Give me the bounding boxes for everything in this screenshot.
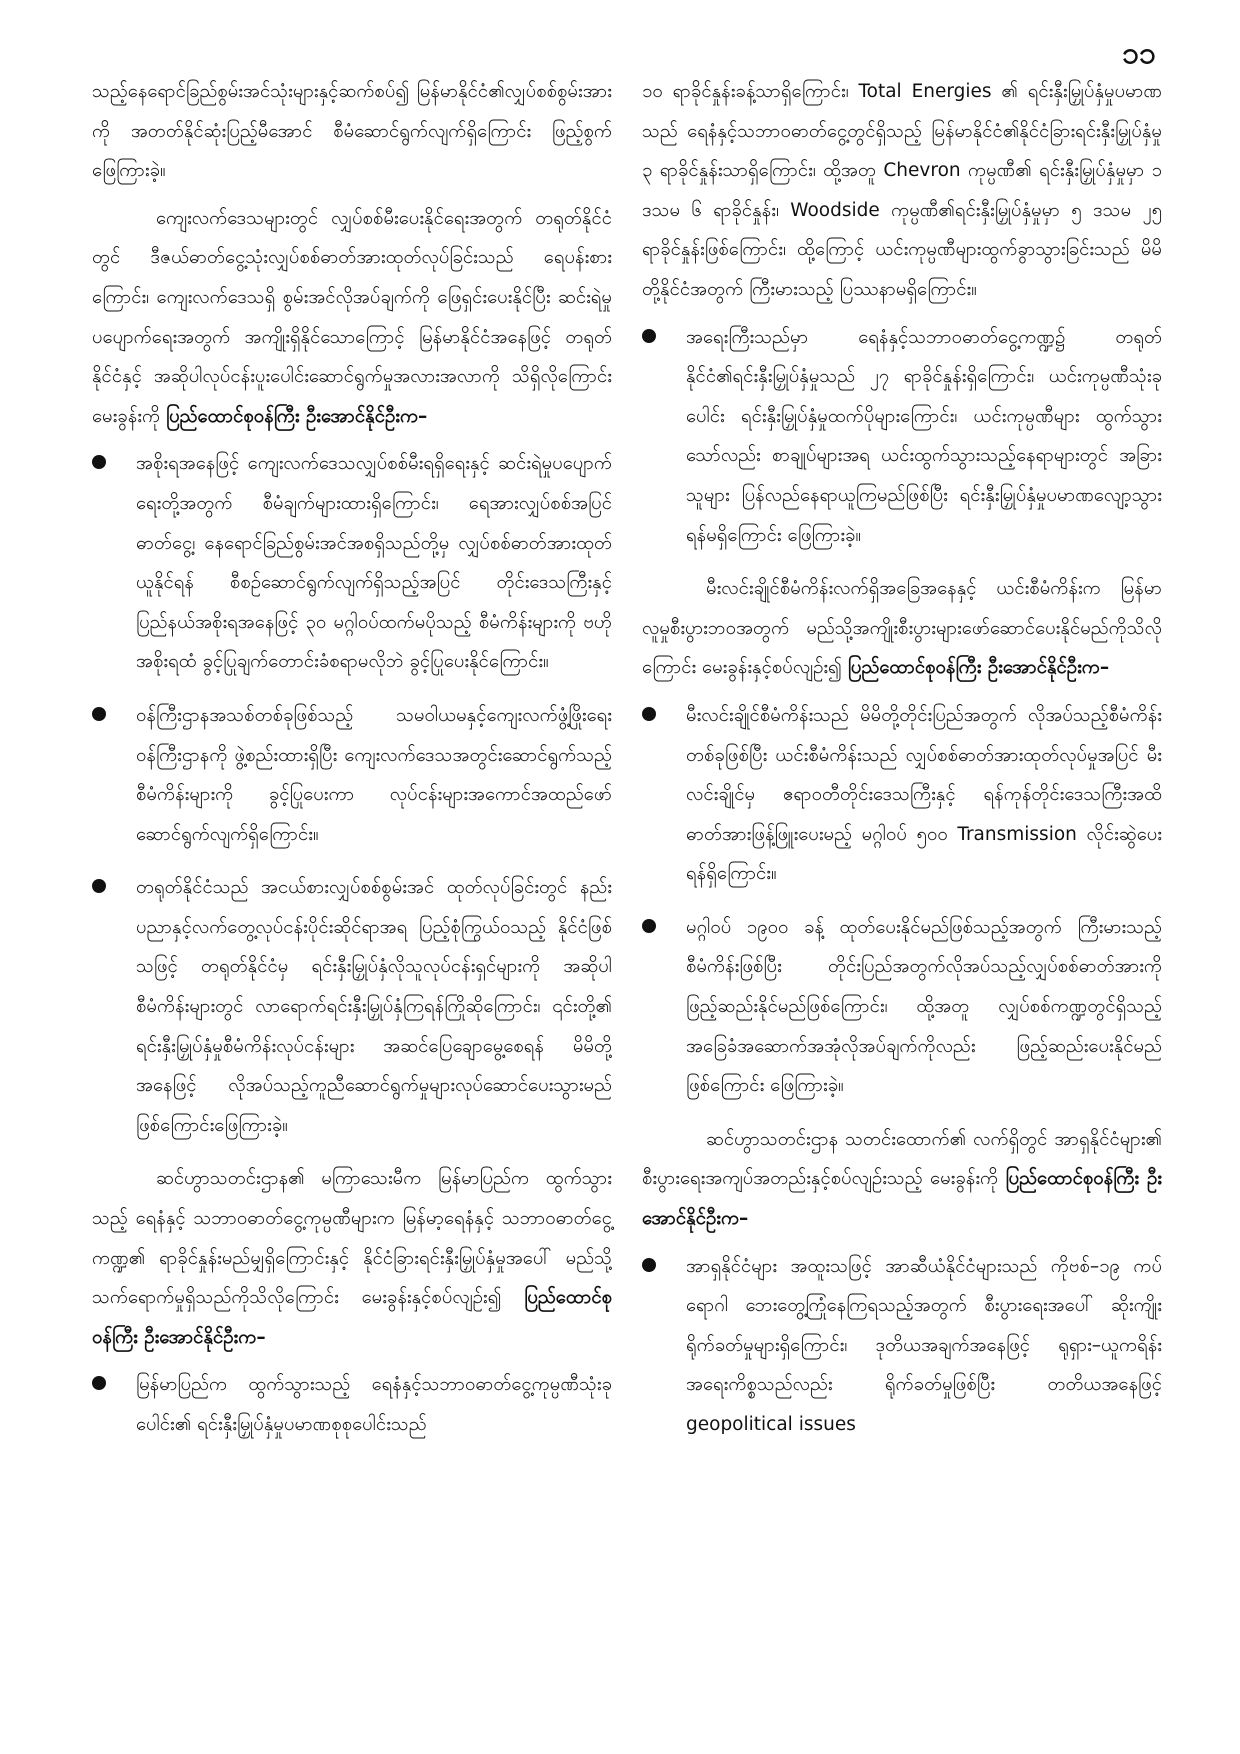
right-column xyxy=(642,72,1162,1459)
list-item-text: အာရှနိုင်ငံများ အထူးသဖြင့် အာဆီယံနိုင်ငံများသည် ကိုဗစ်–၁၉ ကပ်ရောဂါ ဘေးတွေ့ကြုံနေကြရသည့်အတွက် စီးပွားရေးအပေါ် ဆိုးကျိုးရိုက်ခတ်မှုများရှိကြောင်း၊ ဒုတိယအချက်အနေဖြင့် ရုရှား–ယူကရိန်း အရေးကိစ္စသည်လည်း ရိုက်ခတ်မှုဖြစ်ပြီး တတိယအနေဖြင့် geopolitical issues xyxy=(686,1255,1162,1435)
speaker-label: ပြည်ထောင်စုဝန်ကြီး ဦးအောင်နိုင်ဦးက– xyxy=(92,1287,612,1348)
bullet-icon xyxy=(92,455,106,469)
list-item xyxy=(642,696,1162,894)
bullet-list xyxy=(92,444,612,1145)
list-item xyxy=(642,318,1162,556)
bullet-icon xyxy=(642,1258,656,1272)
paragraph: သည့်နေရောင်ခြည်စွမ်းအင်သုံးများနှင့်ဆက်စပ်၍ မြန်မာနိုင်ငံ၏လျှပ်စစ်စွမ်းအားကို အတတ်နိုင်ဆုံးပြည့်မီအောင် စီမံဆောင်ရွက်လျက်ရှိကြောင်း ဖြည့်စွက်ဖြေကြားခဲ့။ xyxy=(92,81,612,182)
list-item-text: မီးလင်းချိုင်စီမံကိန်းသည် မိမိတို့တိုင်းပြည်အတွက် လိုအပ်သည့်စီမံကိန်းတစ်ခုဖြစ်ပြီး ယင်းစီမံကိန်းသည် လျှပ်စစ်ဓာတ်အားထုတ်လုပ်မှုအပြင် မီးလင်းချိုင်မှ ဧရာဝတီတိုင်းဒေသကြီးနှင့် ရန်ကုန်တိုင်းဒေသကြီးအထိ ဓာတ်အားဖြန့်ဖြူးပေးမည့် မဂ္ဂါဝပ် ၅၀၀ Transmission လိုင်းဆွဲပေးရန်ရှိကြောင်း။ xyxy=(686,704,1162,885)
list-item-text: မြန်မာပြည်က ထွက်သွားသည့် ရေနံနှင့်သဘာဝဓာတ်ငွေ့ကုမ္ပဏီသုံးခုပေါင်း၏ ရင်းနှီးမြှုပ်နှံမှုပမာဏစုစုပေါင်းသည် xyxy=(136,1374,612,1435)
paragraph-text: ကျေးလက်ဒေသများတွင် လျှပ်စစ်မီးပေးနိုင်ရေးအတွက် တရုတ်နိုင်ငံတွင် ဒီဇယ်ဓာတ်ငွေ့သုံးလျှပ်စစ်ဓာတ်အားထုတ်လုပ်ခြင်းသည် ရေပန်းစားကြောင်း၊ ကျေးလက်ဒေသရှိ စွမ်းအင်လိုအပ်ချက်ကို ဖြေရှင်းပေးနိုင်ပြီး ဆင်းရဲမှုပပျောက်ရေးအတွက် အကျိုးရှိနိုင်သောကြောင့် မြန်မာနိုင်ငံအနေဖြင့် တရုတ်နိုင်ငံနှင့် အဆိုပါလုပ်ငန်းပူးပေါင်းဆောင်ရွက်မှုအလားအလာကို သိရှိလိုကြောင်းမေးခွန်းကို xyxy=(92,207,612,427)
speaker-label: ပြည်ထောင်စုဝန်ကြီး ဦးအောင်နိုင်ဦးက– xyxy=(642,1168,1162,1230)
paragraph xyxy=(642,1120,1162,1239)
bullet-list xyxy=(92,1365,612,1444)
bullet-icon xyxy=(642,919,656,933)
list-item-text: အရေးကြီးသည်မှာ ရေနံနှင့်သဘာဝဓာတ်ငွေ့ကဏ္ဍ၌ တရုတ်နိုင်ငံ၏ရင်းနှီးမြှုပ်နှံမှုသည် ၂၇ ရာခိုင်နှုန်းရှိကြောင်း၊ ယင်းကုမ္ပဏီသုံးခုပေါင်း ရင်းနှီးမြှုပ်နှံမှုထက်ပိုများကြောင်း၊ ယင်းကုမ္ပဏီများ ထွက်သွားသော်လည်း စာချုပ်များအရ ယင်းထွက်သွားသည့်နေရာများတွင် အခြားသူများ ပြန်လည်နေရာယူကြမည်ဖြစ်ပြီး ရင်းနှီးမြှုပ်နှံမှုပမာဏလျော့သွားရန်မရှိကြောင်း ဖြေကြားခဲ့။ xyxy=(686,326,1162,546)
paragraph-text: မီးလင်းချိုင်စီမံကိန်းလက်ရှိအခြေအနေနှင့် ယင်းစီမံကိန်းက မြန်မာလူမှုစီးပွားဘဝအတွက် မည်သို့အကျိုးစီးပွားများဖော်ဆောင်ပေးနိုင်မည်ကိုသိလိုကြောင်း မေးခွန်းနှင့်စပ်လျဉ်း၍ xyxy=(642,578,1162,679)
bullet-list xyxy=(642,1247,1162,1445)
paragraph xyxy=(642,569,1162,688)
page-number: ၁၁ xyxy=(1122,36,1156,71)
speaker-label: ပြည်ထောင်စုဝန်ကြီး ဦးအောင်နိုင်ဦးက– xyxy=(847,657,1110,679)
bullet-list xyxy=(642,318,1162,556)
paragraph: ၁၀ ရာခိုင်နှုန်းခန့်သာရှိကြောင်း၊ Total Energies ၏ ရင်းနှီးမြှုပ်နှံမှုပမာဏသည် ရေနံနှင့်သဘာဝဓာတ်ငွေ့တွင်ရှိသည့် မြန်မာနိုင်ငံ၏နိုင်ငံခြားရင်းနှီးမြှုပ်နှံမှု ၃ ရာခိုင်နှုန်းသာရှိကြောင်း၊ ထို့အတူ Chevron ကုမ္ပဏီ၏ ရင်းနှီးမြှုပ်နှံမှုမှာ ၁ ဒသမ ၆ ရာခိုင်နှုန်း၊ Woodside ကုမ္ပဏီ၏ရင်းနှီးမြှုပ်နှံမှုမှာ ၅ ဒသမ ၂၅ ရာခိုင်နှုန်းဖြစ်ကြောင်း၊ ထို့ကြောင့် ယင်းကုမ္ပဏီများထွက်ခွာသွားခြင်းသည် မိမိတို့နိုင်ငံအတွက် ကြီးမားသည့် ပြဿနာမရှိကြောင်း။ xyxy=(642,81,1162,300)
list-item-text: တရုတ်နိုင်ငံသည် အငယ်စားလျှပ်စစ်စွမ်းအင် ထုတ်လုပ်ခြင်းတွင် နည်းပညာနှင့်လက်တွေ့လုပ်ငန်းပိုင်းဆိုင်ရာအရ ပြည့်စုံကြွယ်ဝသည့် နိုင်ငံဖြစ်သဖြင့် တရုတ်နိုင်ငံမှ ရင်းနှီးမြှုပ်နှံလိုသူလုပ်ငန်းရှင်များကို အဆိုပါစီမံကိန်းများတွင် လာရောက်ရင်းနှီးမြှုပ်နှံကြရန်ကြိုဆိုကြောင်း၊ ၎င်းတို့၏ ရင်းနှီးမြှုပ်နှံမှုစီမံကိန်းလုပ်ငန်းများ အဆင်ပြေချောမွေ့စေရန် မိမိတို့အနေဖြင့် လိုအပ်သည့်ကူညီဆောင်ရွက်မှုများလုပ်ဆောင်ပေးသွားမည်ဖြစ်ကြောင်းဖြေကြားခဲ့။ xyxy=(136,877,612,1136)
list-item-text: အစိုးရအနေဖြင့် ကျေးလက်ဒေသလျှပ်စစ်မီးရရှိရေးနှင့် ဆင်းရဲမှုပပျောက်ရေးတို့အတွက် စီမံချက်များထားရှိကြောင်း၊ ရေအားလျှပ်စစ်အပြင် ဓာတ်ငွေ့၊ နေရောင်ခြည်စွမ်းအင်အစရှိသည်တို့မှ လျှပ်စစ်ဓာတ်အားထုတ်ယူနိုင်ရန် စီစဉ်ဆောင်ရွက်လျက်ရှိသည့်အပြင် တိုင်းဒေသကြီးနှင့် ပြည်နယ်အစိုးရအနေဖြင့် ၃၀ မဂ္ဂါဝပ်ထက်မပိုသည့် စီမံကိန်းများကို ဗဟိုအစိုးရထံ ခွင့်ပြုချက်တောင်းခံစရာမလိုဘဲ ခွင့်ပြုပေးနိုင်ကြောင်း။ xyxy=(136,453,612,673)
list-item xyxy=(92,868,612,1145)
bullet-list xyxy=(642,696,1162,1106)
left-column xyxy=(92,72,612,1459)
list-item xyxy=(92,696,612,854)
bullet-icon xyxy=(92,879,106,893)
bullet-icon xyxy=(92,1376,106,1390)
bullet-icon xyxy=(92,707,106,721)
list-item xyxy=(642,1247,1162,1445)
bullet-icon xyxy=(642,707,656,721)
list-item xyxy=(642,908,1162,1106)
paragraph xyxy=(92,1159,612,1357)
list-item xyxy=(92,444,612,682)
list-item xyxy=(92,1365,612,1444)
paragraph-text: ဆင်ဟွာသတင်းဌာန သတင်းထောက်၏ လက်ရှိတွင် အာရှနိုင်ငံများ၏ စီးပွားရေးအကျပ်အတည်းနှင့်စပ်လျဉ်းသည့် မေးခွန်းကို xyxy=(642,1128,1162,1190)
list-item-text: မဂ္ဂါဝပ် ၁၉၀၀ ခန့် ထုတ်ပေးနိုင်မည်ဖြစ်သည့်အတွက် ကြီးမားသည့်စီမံကိန်းဖြစ်ပြီး တိုင်းပြည်အတွက်လိုအပ်သည့်လျှပ်စစ်ဓာတ်အားကို ဖြည့်ဆည်းနိုင်မည်ဖြစ်ကြောင်း၊ ထို့အတူ လျှပ်စစ်ကဏ္ဍတွင်ရှိသည့် အခြေခံအဆောက်အအုံလိုအပ်ချက်ကိုလည်း ဖြည့်ဆည်းပေးနိုင်မည်ဖြစ်ကြောင်း ဖြေကြားခဲ့။ xyxy=(686,916,1162,1097)
bullet-icon xyxy=(642,329,656,343)
speaker-label: ပြည်ထောင်စုဝန်ကြီး ဦးအောင်နိုင်ဦးက– xyxy=(165,405,428,427)
paragraph-text: ဆင်ဟွာသတင်းဌာန၏ မကြာသေးမီက မြန်မာပြည်က ထွက်သွားသည့် ရေနံနှင့် သဘာဝဓာတ်ငွေ့ကုမ္ပဏီများက မြန်မာ့ရေနံနှင့် သဘာဝဓာတ်ငွေ့ကဏ္ဍ၏ ရာခိုင်နှုန်းမည်မျှရှိကြောင်းနှင့် နိုင်ငံခြားရင်းနှီးမြှုပ်နှံမှုအပေါ် မည်သို့သက်ရောက်မှုရှိသည်ကိုသိလိုကြောင်း မေးခွန်းနှင့်စပ်လျဉ်း၍ xyxy=(92,1168,612,1309)
paragraph xyxy=(92,199,612,437)
list-item-text: ဝန်ကြီးဌာနအသစ်တစ်ခုဖြစ်သည့် သမဝါယမနှင့်ကျေးလက်ဖွံ့ဖြိုးရေးဝန်ကြီးဌာနကို ဖွဲ့စည်းထားရှိပြီး ကျေးလက်ဒေသအတွင်းဆောင်ရွက်သည့်စီမံကိန်းများကို ခွင့်ပြုပေးကာ လုပ်ငန်းများအကောင်အထည်ဖော်ဆောင်ရွက်လျက်ရှိကြောင်း။ xyxy=(136,704,612,845)
